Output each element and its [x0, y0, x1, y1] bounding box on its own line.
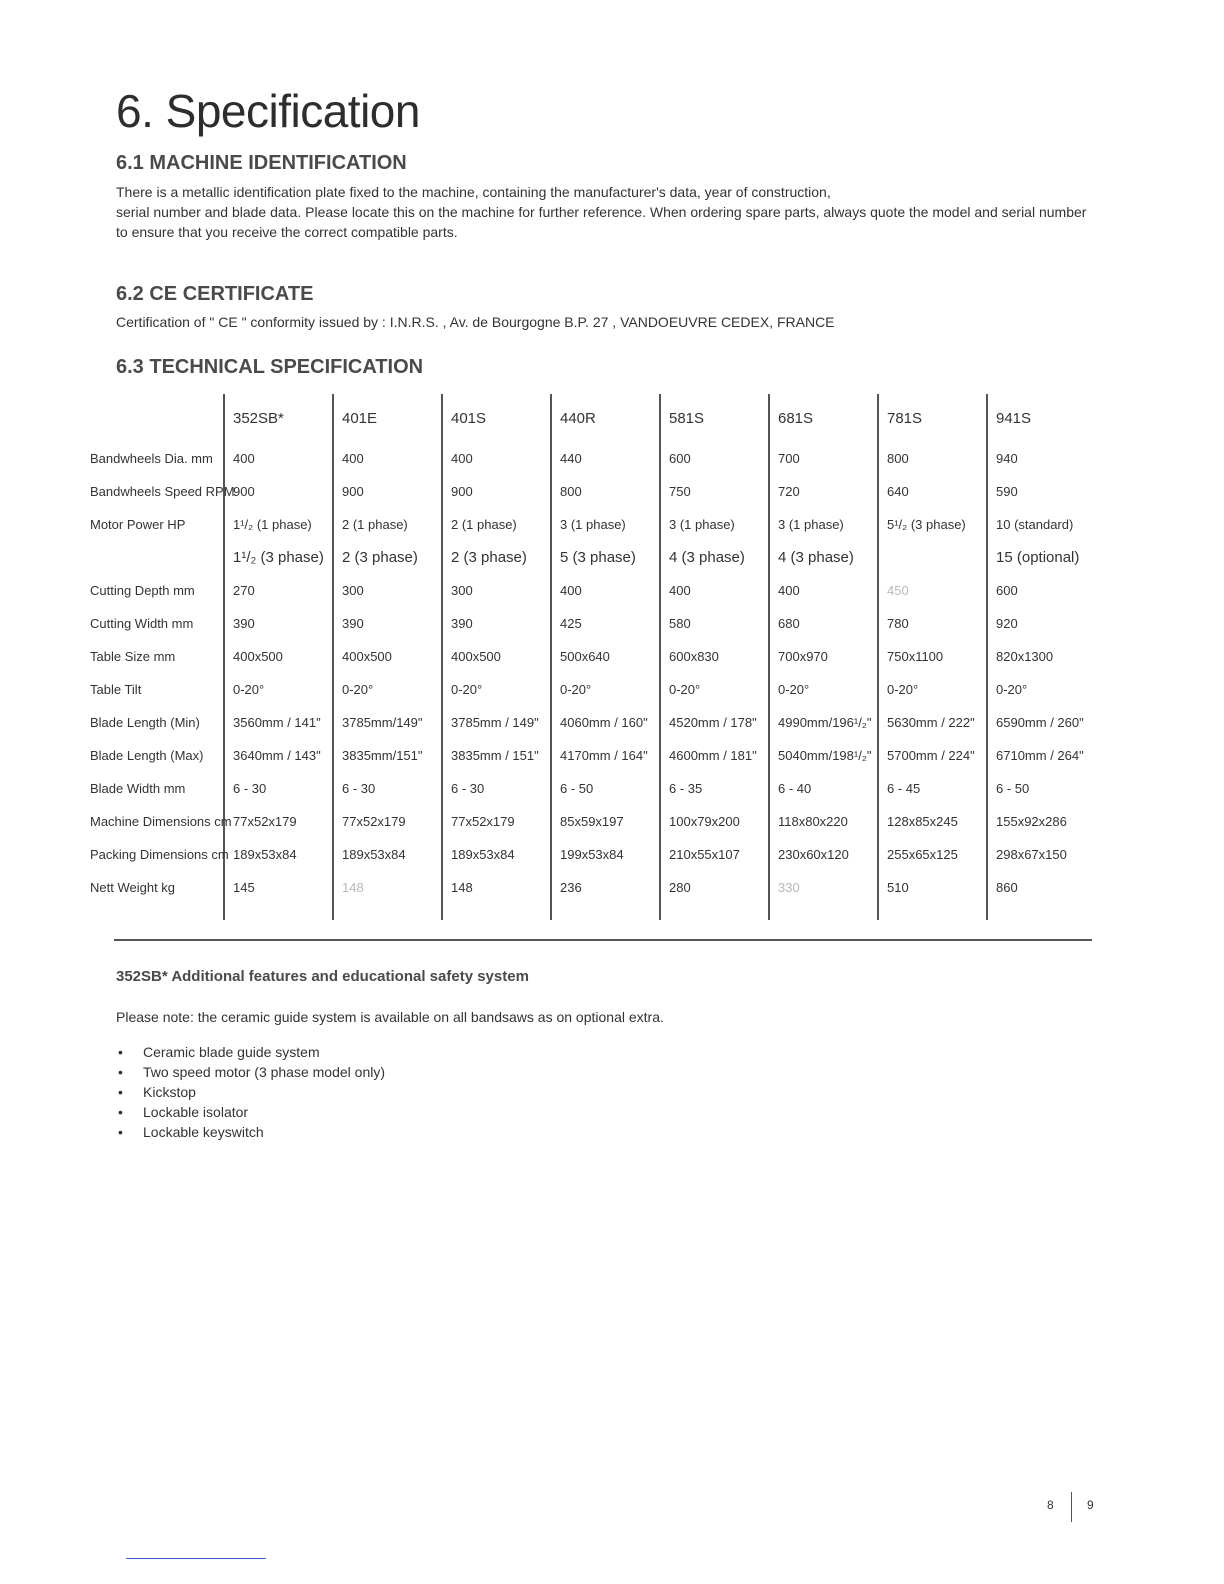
table-cell: 400 — [660, 574, 769, 607]
table-cell: 920 — [987, 607, 1096, 640]
table-cell: 700 — [769, 442, 878, 475]
section-heading-ce-certificate: 6.2 CE CERTIFICATE — [116, 283, 314, 305]
table-cell: 6 - 50 — [987, 772, 1096, 805]
table-cell: 390 — [442, 607, 551, 640]
table-cell: 750x1100 — [878, 640, 987, 673]
model-header: 581S — [660, 394, 769, 442]
table-cell: 4520mm / 178" — [660, 706, 769, 739]
table-row — [86, 508, 1096, 541]
table-cell: 4600mm / 181" — [660, 739, 769, 772]
section-heading-technical-specification: 6.3 TECHNICAL SPECIFICATION — [116, 356, 424, 378]
table-cell: 0-20° — [442, 673, 551, 706]
bullet-icon: • — [118, 1084, 123, 1100]
table-cell: 6 - 35 — [660, 772, 769, 805]
model-header: 401S — [442, 394, 551, 442]
table-cell: 199x53x84 — [551, 838, 660, 871]
table-cell: 400 — [224, 442, 333, 475]
table-cell: 255x65x125 — [878, 838, 987, 871]
model-header: 781S — [878, 394, 987, 442]
table-cell: 1¹/₂ (3 phase) — [224, 541, 333, 574]
table-cell: 6590mm / 260" — [987, 706, 1096, 739]
table-cell: 330 — [769, 871, 878, 920]
table-cell: 900 — [224, 475, 333, 508]
table-cell: 77x52x179 — [333, 805, 442, 838]
table-cell: 118x80x220 — [769, 805, 878, 838]
footer-rule — [126, 1558, 266, 1559]
row-label: Nett Weight kg — [90, 880, 176, 895]
table-header-row — [86, 394, 1096, 442]
table-cell: 0-20° — [224, 673, 333, 706]
table-row — [86, 871, 1096, 920]
table-cell: 85x59x197 — [551, 805, 660, 838]
table-cell: 4060mm / 160" — [551, 706, 660, 739]
table-cell: 400 — [551, 574, 660, 607]
table-cell: 400x500 — [442, 640, 551, 673]
table-cell: 77x52x179 — [224, 805, 333, 838]
table-row — [86, 805, 1096, 838]
table-cell: 3560mm / 141" — [224, 706, 333, 739]
table-cell: 450 — [878, 574, 987, 607]
list-item — [116, 1122, 385, 1142]
features-title: 352SB* Additional features and educational safety system — [116, 968, 529, 985]
model-header: 440R — [551, 394, 660, 442]
table-cell: 400x500 — [224, 640, 333, 673]
row-label: Table Size mm — [90, 649, 176, 664]
table-cell: 390 — [224, 607, 333, 640]
table-cell: 0-20° — [551, 673, 660, 706]
row-label: Blade Length (Max) — [90, 748, 204, 763]
table-cell: 3640mm / 143" — [224, 739, 333, 772]
identification-line: to ensure that you receive the correct compatible parts. — [116, 224, 458, 240]
table-cell: 425 — [551, 607, 660, 640]
table-cell: 100x79x200 — [660, 805, 769, 838]
feature-text: Lockable isolator — [143, 1104, 249, 1120]
table-cell: 2 (3 phase) — [333, 541, 442, 574]
table-cell: 750 — [660, 475, 769, 508]
ceramic-guide-note: Please note: the ceramic guide system is available on all bandsaws as on optional extra. — [116, 1009, 664, 1025]
table-cell: 5630mm / 222" — [878, 706, 987, 739]
feature-text: Two speed motor (3 phase model only) — [143, 1064, 386, 1080]
table-cell: 189x53x84 — [224, 838, 333, 871]
table-cell: 640 — [878, 475, 987, 508]
table-cell: 400 — [333, 442, 442, 475]
table-cell: 6710mm / 264" — [987, 739, 1096, 772]
table-cell: 3785mm / 149" — [442, 706, 551, 739]
list-item — [116, 1042, 385, 1062]
table-cell: 236 — [551, 871, 660, 920]
table-cell: 155x92x286 — [987, 805, 1096, 838]
table-row — [86, 838, 1096, 871]
table-cell: 0-20° — [878, 673, 987, 706]
table-row — [86, 739, 1096, 772]
table-row — [86, 574, 1096, 607]
table-cell — [878, 541, 987, 574]
table-row — [86, 475, 1096, 508]
table-cell: 3 (1 phase) — [551, 508, 660, 541]
table-cell: 148 — [333, 871, 442, 920]
table-cell: 3785mm/149" — [333, 706, 442, 739]
table-cell: 300 — [442, 574, 551, 607]
table-cell: 440 — [551, 442, 660, 475]
row-label — [86, 541, 224, 574]
table-cell: 270 — [224, 574, 333, 607]
table-cell: 700x970 — [769, 640, 878, 673]
table-cell: 6 - 40 — [769, 772, 878, 805]
table-cell: 680 — [769, 607, 878, 640]
table-cell: 400 — [769, 574, 878, 607]
table-row — [86, 706, 1096, 739]
table-cell: 145 — [224, 871, 333, 920]
table-cell: 3835mm/151" — [333, 739, 442, 772]
table-cell: 148 — [442, 871, 551, 920]
table-cell: 5 (3 phase) — [551, 541, 660, 574]
bullet-icon: • — [118, 1124, 123, 1140]
table-cell: 298x67x150 — [987, 838, 1096, 871]
identification-paragraph — [116, 182, 1086, 242]
table-cell: 590 — [987, 475, 1096, 508]
table-cell: 400x500 — [333, 640, 442, 673]
identification-line: serial number and blade data. Please locate this on the machine for further reference. When ordering spare parts, always quote the model and serial number — [116, 204, 1087, 220]
row-label: Cutting Depth mm — [90, 583, 195, 598]
table-cell: 6 - 30 — [442, 772, 551, 805]
table-row — [86, 607, 1096, 640]
ce-certificate-text: Certification of " CE " conformity issued by : I.N.R.S. , Av. de Bourgogne B.P. 27 , VANDOEUVRE CEDEX, FRANCE — [116, 314, 835, 330]
table-cell: 0-20° — [769, 673, 878, 706]
table-row — [86, 640, 1096, 673]
table-cell: 2 (1 phase) — [333, 508, 442, 541]
table-cell: 820x1300 — [987, 640, 1096, 673]
model-header: 681S — [769, 394, 878, 442]
model-header: 401E — [333, 394, 442, 442]
table-cell: 2 (3 phase) — [442, 541, 551, 574]
row-label: Blade Length (Min) — [90, 715, 200, 730]
table-cell: 800 — [551, 475, 660, 508]
table-corner — [86, 394, 224, 442]
table-cell: 189x53x84 — [333, 838, 442, 871]
table-cell: 900 — [333, 475, 442, 508]
model-header: 352SB* — [224, 394, 333, 442]
table-cell: 860 — [987, 871, 1096, 920]
table-cell: 0-20° — [987, 673, 1096, 706]
table-cell: 77x52x179 — [442, 805, 551, 838]
bullet-icon: • — [118, 1064, 123, 1080]
table-cell: 800 — [878, 442, 987, 475]
table-cell: 280 — [660, 871, 769, 920]
table-cell: 5040mm/198¹/₂" — [769, 739, 878, 772]
list-item — [116, 1062, 385, 1082]
table-row — [86, 772, 1096, 805]
table-cell: 400 — [442, 442, 551, 475]
table-cell: 900 — [442, 475, 551, 508]
table-cell: 390 — [333, 607, 442, 640]
table-cell: 5700mm / 224" — [878, 739, 987, 772]
table-cell: 0-20° — [333, 673, 442, 706]
bullet-icon: • — [118, 1044, 123, 1060]
table-cell: 600 — [987, 574, 1096, 607]
row-label: Motor Power HP — [90, 517, 186, 532]
row-label: Bandwheels Dia. mm — [90, 451, 213, 466]
identification-line: There is a metallic identification plate fixed to the machine, containing the manufacturer's data, year of construction, — [116, 184, 831, 200]
table-cell: 600 — [660, 442, 769, 475]
row-label: Blade Width mm — [90, 781, 186, 796]
table-cell: 10 (standard) — [987, 508, 1096, 541]
table-cell: 3835mm / 151" — [442, 739, 551, 772]
table-cell: 230x60x120 — [769, 838, 878, 871]
table-cell: 580 — [660, 607, 769, 640]
page-title: 6. Specification — [116, 85, 420, 137]
table-cell: 210x55x107 — [660, 838, 769, 871]
table-cell: 2 (1 phase) — [442, 508, 551, 541]
row-label: Packing Dimensions cm — [90, 847, 229, 862]
table-cell: 15 (optional) — [987, 541, 1096, 574]
table-cell: 3 (1 phase) — [660, 508, 769, 541]
section-divider — [114, 939, 1092, 941]
table-cell: 1¹/₂ (1 phase) — [224, 508, 333, 541]
table-cell: 6 - 50 — [551, 772, 660, 805]
table-cell: 300 — [333, 574, 442, 607]
table-cell: 3 (1 phase) — [769, 508, 878, 541]
table-cell: 128x85x245 — [878, 805, 987, 838]
features-list — [116, 1042, 385, 1142]
table-cell: 0-20° — [660, 673, 769, 706]
table-cell: 6 - 30 — [333, 772, 442, 805]
table-cell: 940 — [987, 442, 1096, 475]
table-cell: 500x640 — [551, 640, 660, 673]
page-number-right: 9 — [1087, 1498, 1094, 1512]
table-cell: 4 (3 phase) — [769, 541, 878, 574]
list-item — [116, 1082, 385, 1102]
table-row — [86, 442, 1096, 475]
table-cell: 5¹/₂ (3 phase) — [878, 508, 987, 541]
bullet-icon: • — [118, 1104, 123, 1120]
table-cell: 780 — [878, 607, 987, 640]
table-cell: 189x53x84 — [442, 838, 551, 871]
feature-text: Kickstop — [143, 1084, 196, 1100]
spec-table — [86, 394, 1096, 920]
section-heading-machine-identification: 6.1 MACHINE IDENTIFICATION — [116, 152, 407, 174]
table-row — [86, 673, 1096, 706]
page-number-separator — [1071, 1492, 1072, 1522]
row-label: Table Tilt — [90, 682, 142, 697]
table-cell: 4170mm / 164" — [551, 739, 660, 772]
list-item — [116, 1102, 385, 1122]
table-cell: 510 — [878, 871, 987, 920]
model-header: 941S — [987, 394, 1096, 442]
table-cell: 4 (3 phase) — [660, 541, 769, 574]
table-row — [86, 541, 1096, 574]
table-cell: 6 - 30 — [224, 772, 333, 805]
row-label: Machine Dimensions cm — [90, 814, 232, 829]
page-number-left: 8 — [1047, 1498, 1054, 1512]
table-cell: 600x830 — [660, 640, 769, 673]
table-cell: 4990mm/196¹/₂" — [769, 706, 878, 739]
row-label: Cutting Width mm — [90, 616, 194, 631]
row-label: Bandwheels Speed RPM — [90, 484, 235, 499]
table-cell: 6 - 45 — [878, 772, 987, 805]
table-cell: 720 — [769, 475, 878, 508]
feature-text: Lockable keyswitch — [143, 1124, 264, 1140]
feature-text: Ceramic blade guide system — [143, 1044, 320, 1060]
